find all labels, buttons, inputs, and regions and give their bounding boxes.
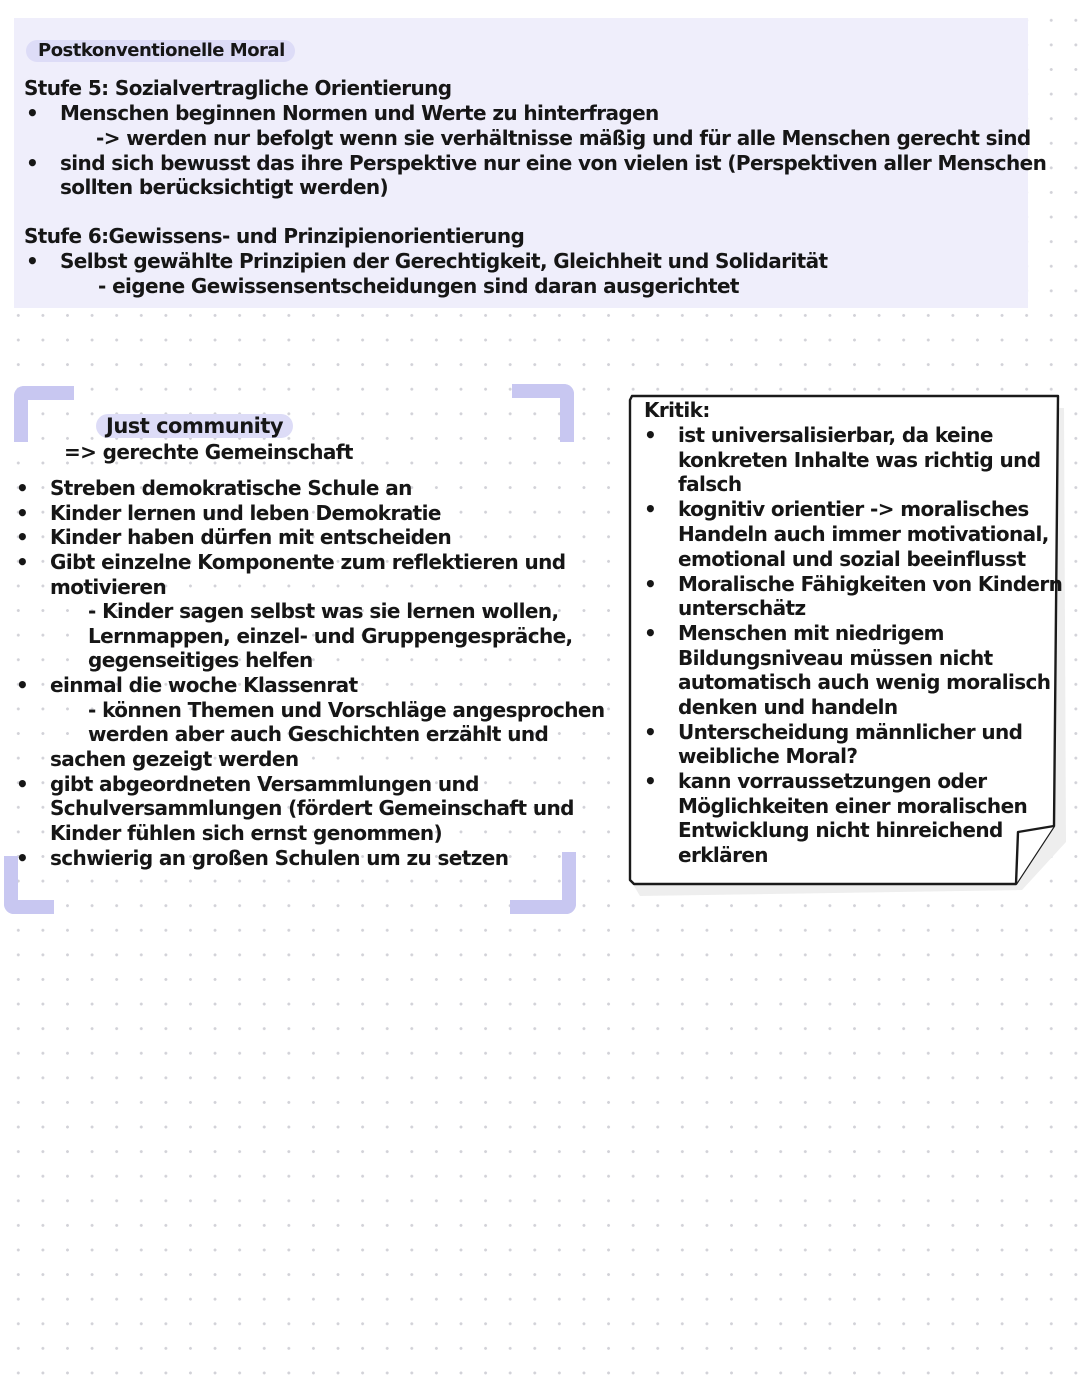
bullet-dot: • (26, 151, 39, 175)
just-community-subtitle: => gerechte Gemeinschaft (64, 440, 353, 464)
jc-line: - Kinder sagen selbst was sie lernen wollen, (88, 599, 559, 623)
stufe6-heading: Stufe 6:Gewissens- und Prinzipienorientierung (24, 224, 525, 248)
just-community-title-highlight (96, 414, 293, 438)
jc-line: einmal die woche Klassenrat (50, 673, 358, 697)
kritik-line: Möglichkeiten einer moralischen (678, 794, 1028, 818)
kritik-line: unterschätz (678, 596, 806, 620)
kritik-line: denken und handeln (678, 695, 898, 719)
bullet-dot: • (644, 621, 657, 645)
jc-line: gegenseitiges helfen (88, 648, 313, 672)
postkonventionell-title: Postkonventionelle Moral (38, 40, 285, 61)
kritik-title: Kritik: (644, 398, 710, 422)
jc-line: Gibt einzelne Komponente zum reflektieren und (50, 550, 566, 574)
bullet-dot: • (644, 720, 657, 744)
jc-line: Kinder lernen und leben Demokratie (50, 501, 441, 525)
jc-line: sachen gezeigt werden (50, 747, 299, 771)
kritik-line: konkreten Inhalte was richtig und (678, 448, 1041, 472)
postkonventionell-title-highlight (26, 40, 295, 62)
kritik-line: Entwicklung nicht hinreichend (678, 818, 1003, 842)
stufe6-sub1: - eigene Gewissensentscheidungen sind daran ausgerichtet (98, 274, 739, 298)
bullet-dot: • (16, 476, 29, 500)
kritik-line: falsch (678, 472, 742, 496)
kritik-line: Bildungsniveau müssen nicht (678, 646, 993, 670)
stufe5-sub1: -> werden nur befolgt wenn sie verhältnisse mäßig und für alle Menschen gerecht sind (96, 126, 1031, 150)
jc-line: - können Themen und Vorschläge angesprochen (88, 698, 605, 722)
kritik-line: kann vorraussetzungen oder (678, 769, 987, 793)
bullet-dot: • (644, 572, 657, 596)
jc-line: motivieren (50, 575, 167, 599)
jc-line: schwierig an großen Schulen um zu setzen (50, 846, 509, 870)
kritik-line: kognitiv orientier -> moralisches (678, 497, 1029, 521)
kritik-line: Handeln auch immer motivational, (678, 522, 1049, 546)
stufe5-heading: Stufe 5: Sozialvertragliche Orientierung (24, 76, 452, 100)
kritik-line: Moralische Fähigkeiten von Kindern (678, 572, 1063, 596)
jc-line: Kinder fühlen sich ernst genommen) (50, 821, 443, 845)
bullet-dot: • (26, 101, 39, 125)
kritik-line: weibliche Moral? (678, 744, 858, 768)
jc-line: werden aber auch Geschichten erzählt und (88, 722, 549, 746)
jc-line: gibt abgeordneten Versammlungen und (50, 772, 479, 796)
bullet-dot: • (644, 423, 657, 447)
kritik-line: Unterscheidung männlicher und (678, 720, 1023, 744)
stufe6-bullet1: Selbst gewählte Prinzipien der Gerechtigkeit, Gleichheit und Solidarität (60, 249, 828, 273)
bullet-dot: • (16, 525, 29, 549)
bullet-dot: • (16, 772, 29, 796)
frame-corner-bottom-left (4, 856, 54, 914)
frame-corner-top-left (14, 386, 74, 442)
bullet-dot: • (16, 673, 29, 697)
kritik-line: automatisch auch wenig moralisch (678, 670, 1051, 694)
bullet-dot: • (644, 769, 657, 793)
bullet-dot: • (16, 550, 29, 574)
bullet-dot: • (16, 846, 29, 870)
bullet-dot: • (644, 497, 657, 521)
frame-corner-bottom-right (510, 852, 576, 914)
bullet-dot: • (16, 501, 29, 525)
stufe5-bullet1: Menschen beginnen Normen und Werte zu hinterfragen (60, 101, 659, 125)
kritik-line: ist universalisierbar, da keine (678, 423, 993, 447)
frame-corner-top-right (512, 384, 574, 442)
stufe5-bullet2-line2: sollten berücksichtigt werden) (60, 175, 389, 199)
kritik-line: emotional und sozial beeinflusst (678, 547, 1026, 571)
just-community-title: Just community (106, 414, 284, 438)
postkonventionell-panel (14, 18, 1047, 308)
jc-line: Streben demokratische Schule an (50, 476, 412, 500)
jc-line: Kinder haben dürfen mit entscheiden (50, 525, 452, 549)
bullet-dot: • (26, 249, 39, 273)
jc-line: Schulversammlungen (fördert Gemeinschaft und (50, 796, 574, 820)
stufe5-bullet2-line1: sind sich bewusst das ihre Perspektive nur eine von vielen ist (Perspektiven aller Menschen (60, 151, 1047, 175)
kritik-line: Menschen mit niedrigem (678, 621, 944, 645)
kritik-line: erklären (678, 843, 768, 867)
jc-line: Lernmappen, einzel- und Gruppengespräche, (88, 624, 573, 648)
